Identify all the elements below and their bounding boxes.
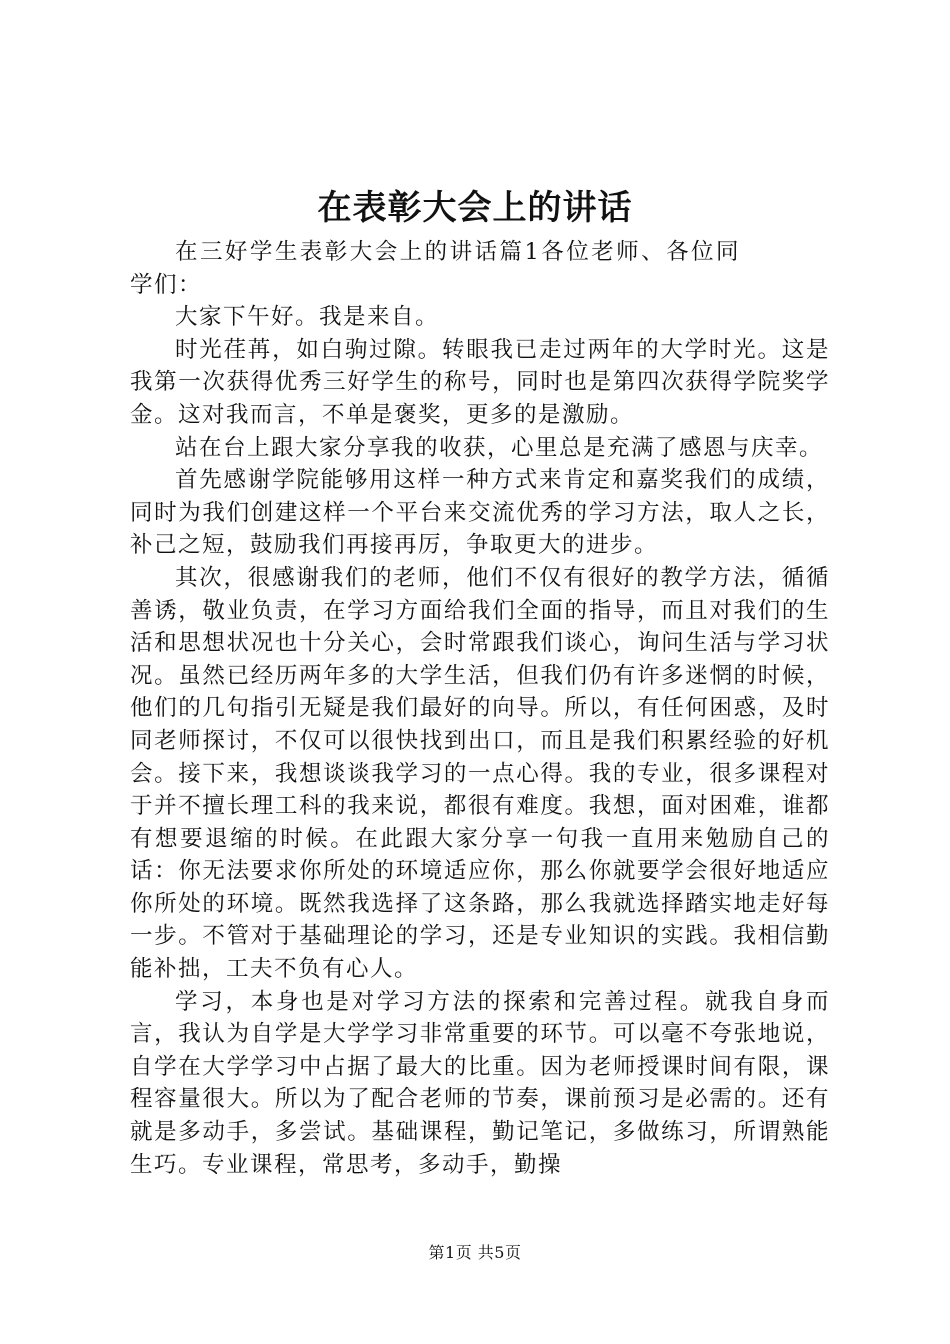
paragraph-time-flies: 时光荏苒，如白驹过隙。转眼我已走过两年的大学时光。这是我第一次获得优秀三好学生的称号，同时也是第四次获得学院奖学金。这对我而言，不单是褒奖，更多的是激励。 — [130, 336, 830, 428]
paragraph-opening: 在三好学生表彰大会上的讲话篇1各位老师、各位同学们： — [130, 239, 740, 298]
paragraph-gratitude: 站在台上跟大家分享我的收获，心里总是充满了感恩与庆幸。 — [175, 434, 824, 461]
page-number-footer: 第1页 共5页 — [428, 1243, 522, 1262]
paragraph-greeting: 大家下午好。我是来自。 — [175, 304, 440, 331]
paragraph-study-method: 学习，本身也是对学习方法的探索和完善过程。就我自身而言，我认为自学是大学学习非常重要的环节。可以毫不夸张地说，自学在大学学习中占据了最大的比重。因为老师授课时间有限，课程容量很大。所以为了配合老师的节奏，课前预习是必需的。还有就是多动手，多尝试。基础课程，勤记笔记，多做练习，所谓熟能生巧。专业课程，常思考，多动手，勤操 — [130, 988, 830, 1178]
paragraph-thank-college: 首先感谢学院能够用这样一种方式来肯定和嘉奖我们的成绩，同时为我们创建这样一个平台来交流优秀的学习方法，取人之长，补己之短，鼓励我们再接再厉，争取更大的进步。 — [130, 467, 830, 559]
document-body — [130, 236, 830, 1181]
document-title: 在表彰大会上的讲话 — [317, 188, 633, 228]
paragraph-thank-teachers: 其次，很感谢我们的老师，他们不仅有很好的教学方法，循循善诱，敬业负责，在学习方面给我们全面的指导，而且对我们的生活和思想状况也十分关心，会时常跟我们谈心，询问生活与学习状况。虽然已经历两年多的大学生活，但我们仍有许多迷惘的时候，他们的几句指引无疑是我们最好的向导。所以，有任何困惑，及时同老师探讨，不仅可以很快找到出口，而且是我们积累经验的好机会。接下来，我想谈谈我学习的一点心得。我的专业，很多课程对于并不擅长理工科的我来说，都很有难度。我想，面对困难，谁都有想要退缩的时候。在此跟大家分享一句我一直用来勉励自己的话：你无法要求你所处的环境适应你，那么你就要学会很好地适应你所处的环境。既然我选择了这条路，那么我就选择踏实地走好每一步。不管对于基础理论的学习，还是专业知识的实践。我相信勤能补拙，工夫不负有心人。 — [130, 564, 830, 983]
